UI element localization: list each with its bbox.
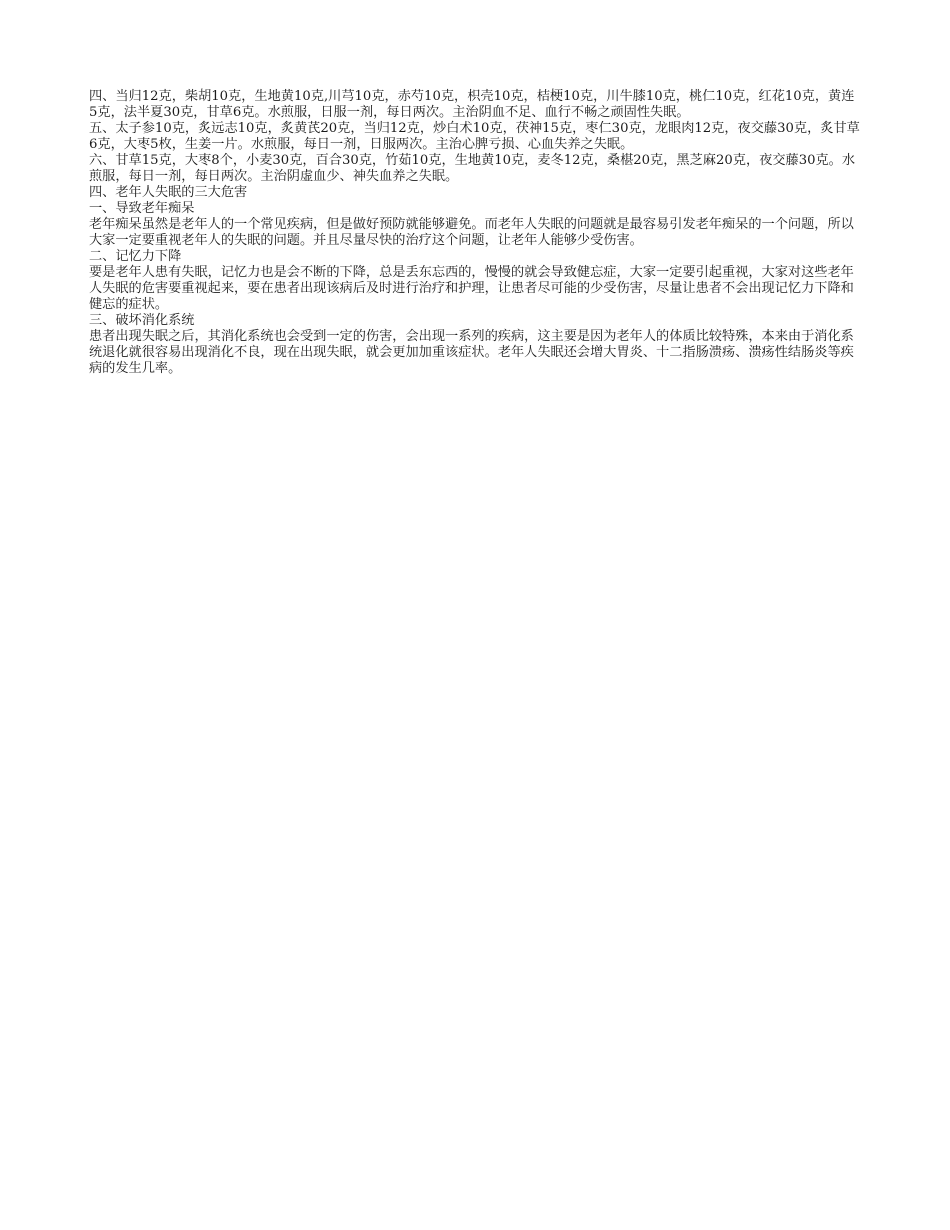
subheading-dementia: 一、导致老年痴呆 (89, 201, 195, 216)
paragraph-digestion: 患者出现失眠之后，其消化系统也会受到一定的伤害，会出现一系列的疾病，这主要是因为老年人的体质比较特殊，本来由于消化系统退化就很容易出现消化不良，现在出现失眠，就会更加加重该症状。老年人失眠还会增大胃炎、十二指肠溃疡、溃疡性结肠炎等疾病的发生几率。 (89, 329, 854, 376)
prescription-five: 五、太子参10克，炙远志10克，炙黄芪20克，当归12克，炒白术10克，茯神15克，枣仁30克，龙眼肉12克，夜交藤30克，炙甘草6克，大枣5枚，生姜一片。水煎服，每日一剂，日服两次。主治心脾亏损、心血失养之失眠。 (89, 121, 860, 152)
subheading-digestion: 三、破坏消化系统 (89, 313, 195, 328)
document-body (89, 89, 862, 377)
subheading-memory: 二、记忆力下降 (89, 249, 182, 264)
paragraph-memory: 要是老年人患有失眠，记忆力也是会不断的下降，总是丢东忘西的，慢慢的就会导致健忘症，大家一定要引起重视，大家对这些老年人失眠的危害要重视起来，要在患者出现该病后及时进行治疗和护理，让患者尽可能的少受伤害，尽量让患者不会出现记忆力下降和健忘的症状。 (89, 265, 854, 312)
prescription-six: 六、甘草15克，大枣8个，小麦30克，百合30克，竹茹10克，生地黄10克，麦冬12克，桑椹20克，黑芝麻20克，夜交藤30克。水煎服，每日一剂，每日两次。主治阴虚血少、神失血养之失眠。 (89, 153, 856, 184)
section-heading: 四、老年人失眠的三大危害 (89, 185, 248, 200)
prescription-four: 四、当归12克，柴胡10克，生地黄10克,川芎10克，赤芍10克，枳壳10克，桔梗10克，川牛膝10克，桃仁10克，红花10克，黄连5克，法半夏30克，甘草6克。水煎服，日服一剂，每日两次。主治阴血不足、血行不畅之顽固性失眠。 (89, 89, 855, 120)
paragraph-dementia: 老年痴呆虽然是老年人的一个常见疾病，但是做好预防就能够避免。而老年人失眠的问题就是最容易引发老年痴呆的一个问题，所以大家一定要重视老年人的失眠的问题。并且尽量尽快的治疗这个问题，让老年人能够少受伤害。 (89, 217, 854, 248)
